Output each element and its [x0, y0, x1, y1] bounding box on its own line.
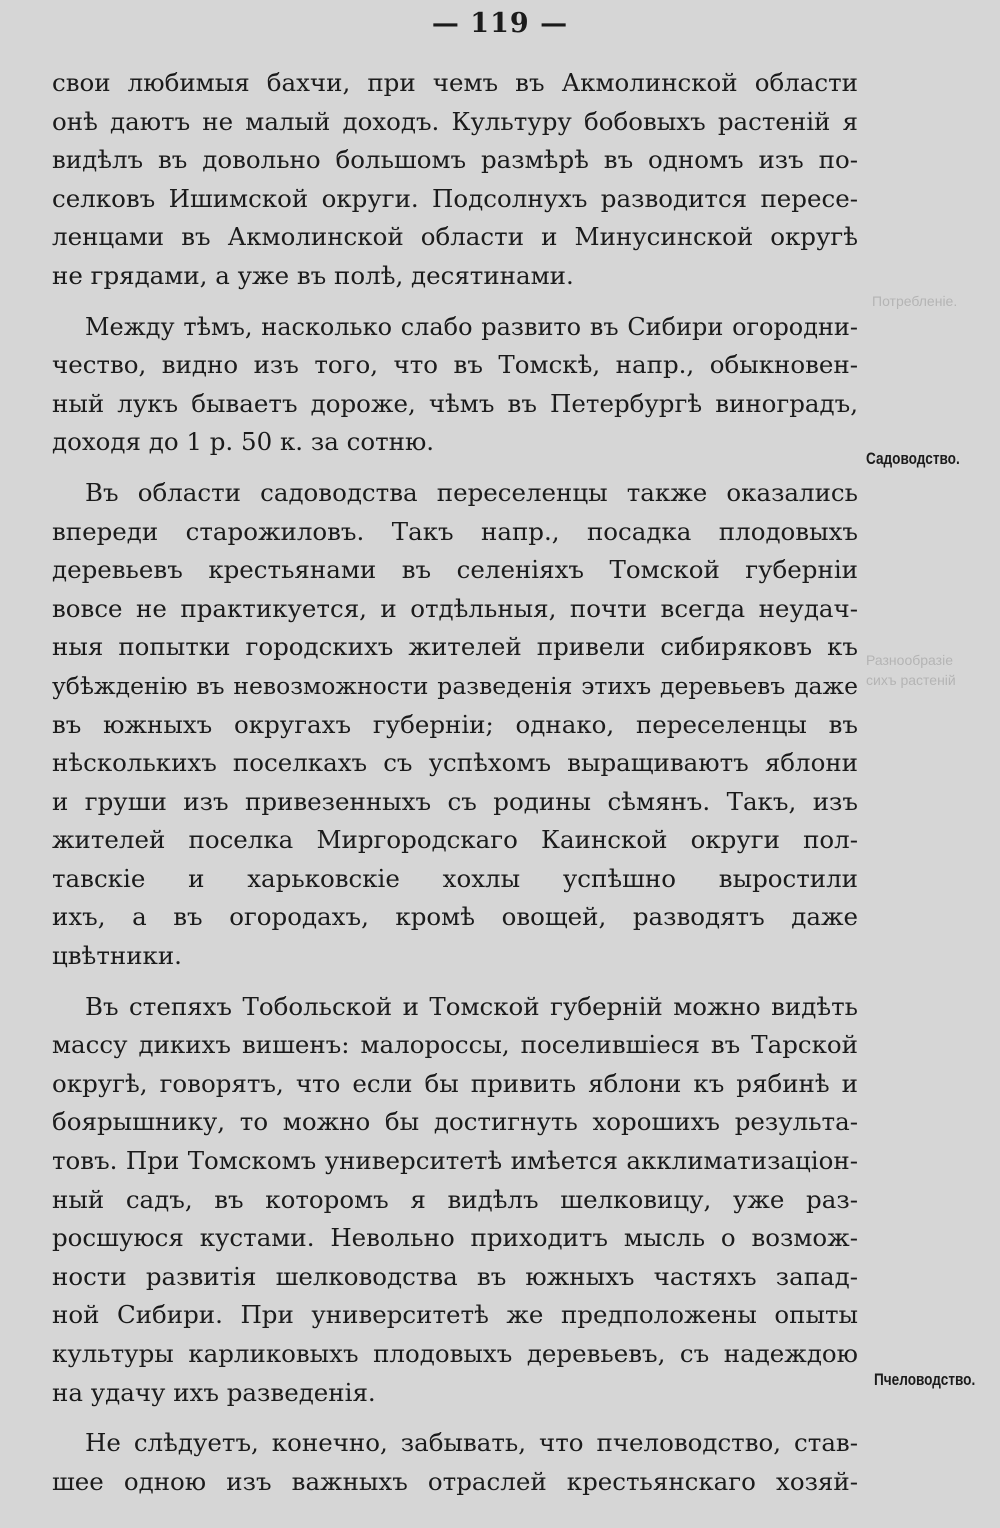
- text-line: Между тѣмъ, насколько слабо развито въ Сибири огородни-: [85, 312, 858, 341]
- bleed-through-note: Разнообразіе: [866, 652, 953, 668]
- text-line: ихъ, а въ огородахъ, кромѣ овощей, разводятъ даже: [52, 902, 858, 932]
- text-line: онѣ даютъ не малый доходъ. Культуру бобовыхъ растеній я: [52, 106, 858, 136]
- paragraph-gap: [52, 976, 858, 988]
- bleed-through-note: Потребленіе.: [872, 293, 958, 309]
- text-line: товъ. При Томскомъ университетѣ имѣется акклиматизаціон-: [52, 1146, 858, 1176]
- text-line: культуры карликовыхъ плодовыхъ деревьевъ, съ надеждою: [52, 1339, 858, 1368]
- text-line: Не слѣдуетъ, конечно, забывать, что пчеловодство, став-: [85, 1428, 858, 1458]
- text-line: боярышнику, то можно бы достигнуть хорошихъ результа-: [52, 1107, 858, 1137]
- paragraph: [52, 988, 858, 1413]
- page-number: — 119 —: [431, 8, 569, 39]
- text-line: Въ степяхъ Тобольской и Томской губерній можно видѣть: [85, 991, 858, 1021]
- paragraph-gap: [52, 296, 858, 308]
- text-line: ной Сибири. При университетѣ же предположены опыты: [52, 1300, 858, 1330]
- paragraph-gap: [52, 1412, 858, 1424]
- paragraph: [52, 64, 858, 296]
- text-line: не грядами, а уже въ полѣ, десятинами.: [52, 260, 574, 290]
- text-line: массу дикихъ вишенъ: малороссы, поселившіеся въ Тарской: [52, 1030, 858, 1060]
- text-line: ный лукъ бываетъ дороже, чѣмъ въ Петербургѣ виноградъ,: [52, 388, 858, 418]
- text-line: ный садъ, въ которомъ я видѣлъ шелковицу, уже раз-: [52, 1184, 858, 1214]
- text-line: вовсе не практикуется, и отдѣльныя, почти всегда неудач-: [52, 593, 858, 623]
- text-line: нѣсколькихъ поселкахъ съ успѣхомъ выращиваютъ яблони: [52, 748, 858, 778]
- text-line: жителей поселка Миргородскаго Каинской округи пол-: [52, 825, 858, 855]
- text-line: росшуюся кустами. Невольно приходитъ мысль о возмож-: [52, 1223, 858, 1253]
- text-line: на удачу ихъ разведенія.: [52, 1377, 376, 1407]
- body-text: [52, 64, 858, 1501]
- text-line: ныя попытки городскихъ жителей привели сибиряковъ къ: [52, 632, 858, 662]
- paragraph: [52, 474, 858, 976]
- text-line: чество, видно изъ того, что въ Томскѣ, напр., обыкновен-: [52, 350, 858, 380]
- paragraph: [52, 308, 858, 462]
- text-line: тавскіе и харьковскіе хохлы успѣшно выростили: [52, 863, 858, 893]
- text-line: доходя до 1 р. 50 к. за сотню.: [52, 427, 435, 457]
- text-line: деревьевъ крестьянами въ селеніяхъ Томской губерніи: [52, 555, 858, 585]
- margin-note-gardening: Садоводство.: [866, 449, 960, 468]
- text-line: ленцами въ Акмолинской области и Минусинской округѣ: [52, 222, 858, 252]
- text-line: видѣлъ въ довольно большомъ размѣрѣ въ одномъ изъ по-: [52, 145, 858, 175]
- bleed-through-note: сихъ растеній: [866, 672, 956, 688]
- text-line: ности развитія шелководства въ южныхъ частяхъ запад-: [52, 1261, 858, 1291]
- margin-note-beekeeping: Пчеловодство.: [874, 1370, 976, 1389]
- paragraph: [52, 1424, 858, 1501]
- text-line: Въ области садоводства переселенцы также оказались: [85, 477, 858, 507]
- text-line: округѣ, говорятъ, что если бы привить яблони къ рябинѣ и: [52, 1068, 858, 1098]
- text-line: убѣжденію въ невозможности разведенія этихъ деревьевъ даже: [52, 671, 858, 700]
- text-line: шее одною изъ важныхъ отраслей крестьянскаго хозяй-: [52, 1466, 858, 1496]
- text-line: впереди старожиловъ. Такъ напр., посадка плодовыхъ: [52, 516, 858, 546]
- text-line: цвѣтники.: [52, 941, 182, 971]
- text-line: въ южныхъ округахъ губерніи; однако, переселенцы въ: [52, 709, 858, 739]
- text-line: селковъ Ишимской округи. Подсолнухъ разводится пересе-: [52, 183, 858, 213]
- text-line: свои любимыя бахчи, при чемъ въ Акмолинской области: [52, 68, 858, 97]
- text-line: и груши изъ привезенныхъ съ родины сѣмянъ. Такъ, изъ: [52, 786, 858, 816]
- paragraph-gap: [52, 462, 858, 474]
